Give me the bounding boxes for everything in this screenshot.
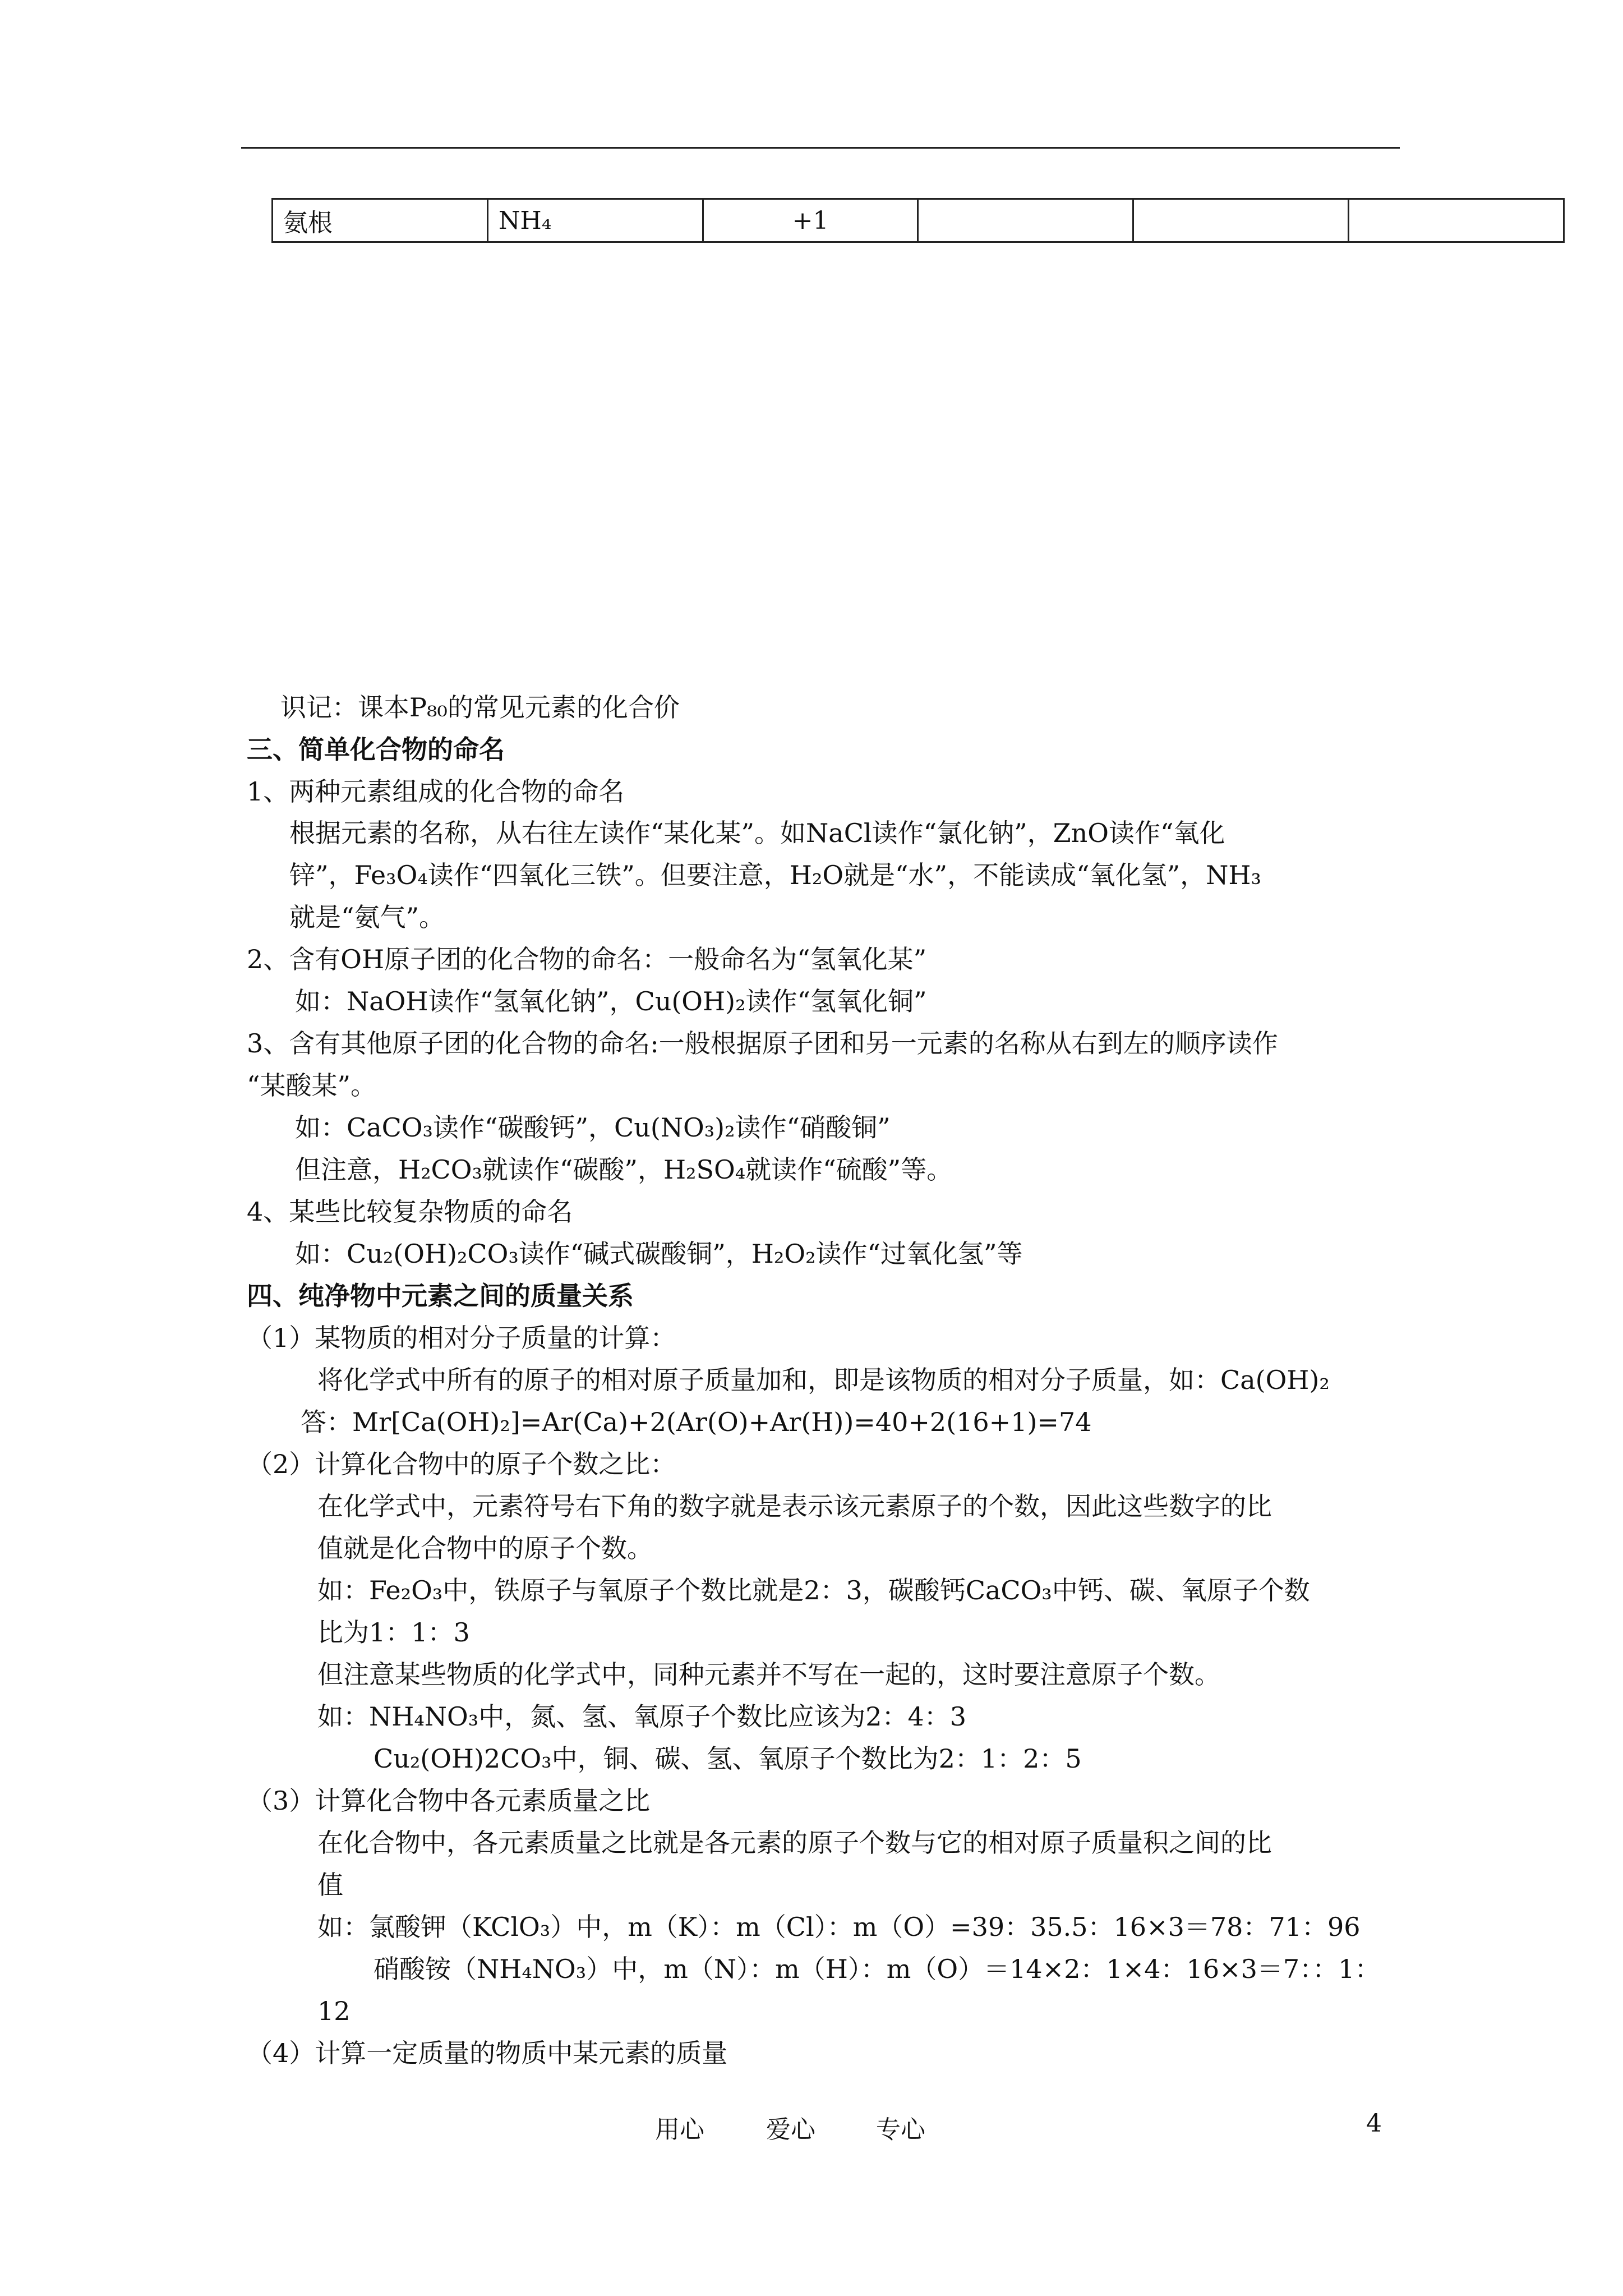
text-line: 根据元素的名称，从右往左读作“某化某”。如NaCl读作“氯化钠”，ZnO读作“氧化 [289, 818, 1225, 848]
table-cell: 氨根 [273, 199, 488, 242]
text-line: 锌”，Fe₃O₄读作“四氧化三铁”。但要注意，H₂O就是“水”，不能读成“氧化氢”，NH₃ [289, 860, 1261, 890]
table-cell [918, 199, 1133, 242]
table-cell: +1 [703, 199, 918, 242]
text-line: （3）计算化合物中各元素质量之比 [247, 1786, 651, 1816]
footer-motto-1: 用心 [655, 2115, 704, 2144]
text-line: 但注意某些物质的化学式中，同种元素并不写在一起的，这时要注意原子个数。 [317, 1659, 1220, 1690]
text-line: 值 [317, 1870, 343, 1900]
text-line: 硝酸铵（NH₄NO₃）中，m（N）：m（H）：m（O）＝14×2：1×4：16×3＝7：：1： [374, 1954, 1381, 1984]
text-line: 在化合物中，各元素质量之比就是各元素的原子个数与它的相对原子质量积之间的比 [317, 1828, 1272, 1858]
text-line: 2、含有OH原子团的化合物的命名：一般命名为“氢氧化某” [247, 944, 927, 974]
table-cell [1133, 199, 1349, 242]
text-line: 识记：课本P₈₀的常见元素的化合价 [280, 692, 680, 723]
header-rule [241, 147, 1400, 149]
text-line: 如：Cu₂(OH)₂CO₃读作“碱式碳酸铜”，H₂O₂读作“过氧化氢”等 [295, 1239, 1023, 1269]
text-line: 比为1：1：3 [317, 1617, 470, 1648]
footer-motto-3: 专心 [876, 2115, 925, 2144]
text-line: 但注意，H₂CO₃就读作“碳酸”，H₂SO₄就读作“硫酸”等。 [295, 1154, 953, 1185]
text-line: 如：NH₄NO₃中，氮、氢、氧原子个数比应该为2：4：3 [317, 1701, 967, 1732]
text-line: （4）计算一定质量的物质中某元素的质量 [247, 2038, 728, 2068]
text-line: Cu₂(OH)2CO₃中，铜、碳、氢、氧原子个数比为2：1：2：5 [374, 1743, 1082, 1774]
text-line: 在化学式中，元素符号右下角的数字就是表示该元素原子的个数，因此这些数字的比 [317, 1491, 1272, 1521]
table-cell: NH₄ [487, 199, 703, 242]
text-line: 四、纯净物中元素之间的质量关系 [247, 1281, 634, 1311]
footer-motto-2: 爱心 [766, 2115, 815, 2144]
table-cell [1349, 199, 1564, 242]
text-line: 将化学式中所有的原子的相对原子质量加和，即是该物质的相对分子质量，如：Ca(OH)₂ [317, 1365, 1330, 1395]
text-line: 4、某些比较复杂物质的命名 [247, 1197, 573, 1227]
text-line: 12 [317, 1996, 351, 2026]
text-line: 如：氯酸钾（KClO₃）中，m（K）：m（Cl）：m（O）=39：35.5：16×3＝78：71：96 [317, 1912, 1361, 1942]
text-line: （2）计算化合物中的原子个数之比： [247, 1449, 676, 1479]
table-row [273, 199, 1564, 242]
text-line: 1、两种元素组成的化合物的命名 [247, 776, 625, 807]
text-line: “某酸某”。 [247, 1070, 377, 1101]
text-line: 如：CaCO₃读作“碳酸钙”，Cu(NO₃)₂读作“硝酸铜” [295, 1112, 891, 1143]
text-line: 三、简单化合物的命名 [247, 734, 505, 765]
page-number: 4 [1366, 2109, 1382, 2138]
text-line: 答：Mr[Ca(OH)₂]=Ar(Ca)+2(Ar(O)+Ar(H))=40+2(16+1)=74 [301, 1407, 1092, 1437]
text-line: 如：Fe₂O₃中，铁原子与氧原子个数比就是2：3，碳酸钙CaCO₃中钙、碳、氧原子个数 [317, 1575, 1310, 1605]
text-line: 值就是化合物中的原子个数。 [317, 1533, 653, 1563]
text-line: 如：NaOH读作“氢氧化钠”，Cu(OH)₂读作“氢氧化铜” [295, 986, 927, 1016]
valence-table [271, 198, 1565, 243]
text-line: 3、含有其他原子团的化合物的命名:一般根据原子团和另一元素的名称从右到左的顺序读作 [247, 1028, 1278, 1059]
text-line: （1）某物质的相对分子质量的计算： [247, 1323, 676, 1353]
text-line: 就是“氨气”。 [289, 902, 445, 932]
